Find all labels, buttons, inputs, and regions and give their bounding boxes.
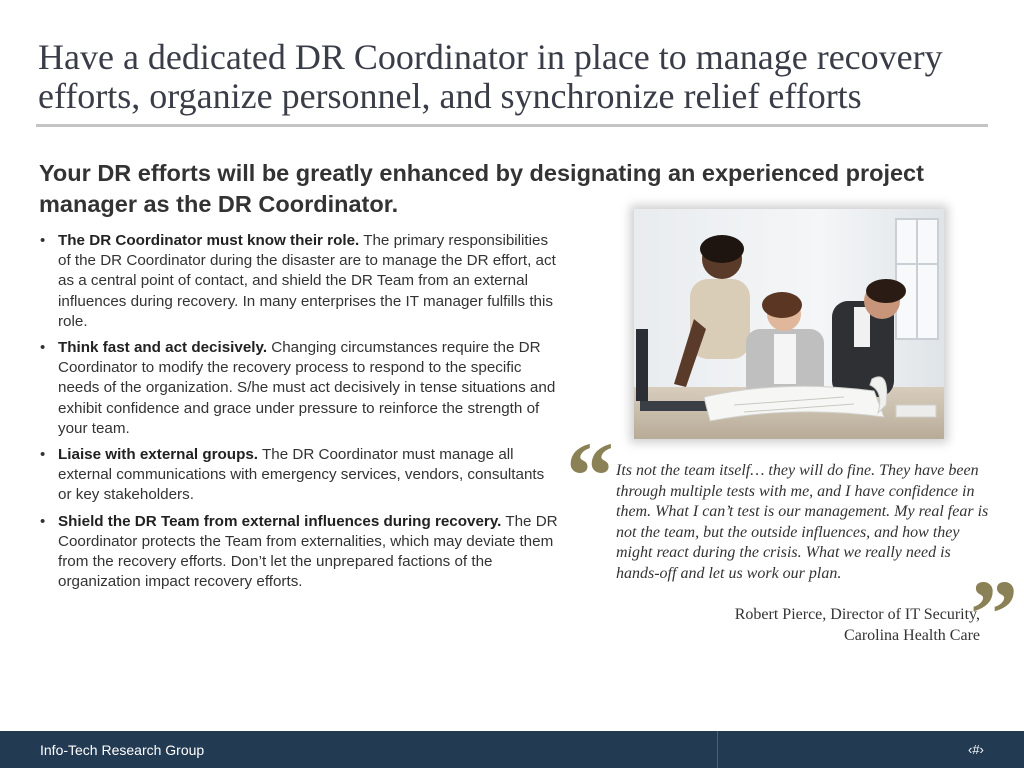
bullet-body: The DR Coordinator protects the Team from externalities, which may deviate them from the recovery efforts. Don’t let the unprepared factions of the organization impact recovery efforts.: [58, 512, 558, 591]
attribution-name: Robert Pierce, Director of IT Security,: [734, 606, 980, 623]
open-quote-icon: “: [566, 422, 614, 529]
attribution-org: Carolina Health Care: [844, 626, 980, 644]
subheading: Your DR efforts will be greatly enhanced by designating an experienced project manager as the DR Coordinator.: [39, 160, 924, 217]
bullet-lead: Liaise with external groups.: [58, 446, 259, 464]
close-quote-icon: ”: [970, 560, 1018, 667]
bullet-item: [39, 231, 559, 332]
bullet-icon: •: [40, 512, 46, 530]
team-photo-illustration: [634, 209, 944, 439]
bullet-icon: •: [40, 232, 46, 249]
bullet-body: Changing circumstances require the DR Coordinator to modify the recovery process to respond to the specific needs of the organization. S/he must act decisively in tense situations and exhibit confidence and grace under pressure to reinforce the strength of your team.: [58, 339, 556, 437]
quote-attribution: [616, 605, 980, 646]
bullet-lead: Think fast and act decisively.: [58, 339, 268, 357]
bullet-lead: The DR Coordinator must know their role.: [58, 232, 360, 249]
bullet-body: The DR Coordinator must manage all external communications with emergency services, vendors, consultants or key stakeholders.: [58, 446, 545, 504]
bullet-item: [39, 445, 559, 506]
slide-number: ‹#›: [968, 742, 984, 757]
footer-company: Info-Tech Research Group: [40, 742, 205, 758]
team-photo: [634, 209, 944, 439]
quote-text: Its not the team itself… they will do fine. They have been through multiple tests with me, and I have confidence in them. What I can’t test is our management. My real fear is not the team, but the outside influences, and how they might react during the crisis. What we really need is hands-off and let us work our plan.: [616, 462, 989, 582]
bullet-item: [39, 338, 559, 439]
bullet-lead: Shield the DR Team from external influences during recovery.: [58, 512, 502, 530]
footer-bar: [0, 731, 1024, 768]
title-divider: [36, 124, 988, 127]
footer-divider: [717, 731, 718, 768]
bullet-body: The primary responsibilities of the DR Coordinator during the disaster are to manage the DR effort, act as a central point of contact, and shield the DR Team from an external influences during recovery. In many enterprises the IT manager fulfills this role.: [58, 232, 556, 330]
bullet-list: [39, 231, 559, 598]
slide-title: Have a dedicated DR Coordinator in place to manage recovery efforts, organize personnel, and synchronize relief efforts: [38, 37, 943, 116]
bullet-icon: •: [40, 446, 46, 464]
bullet-icon: •: [40, 339, 46, 357]
bullet-item: [39, 512, 559, 593]
